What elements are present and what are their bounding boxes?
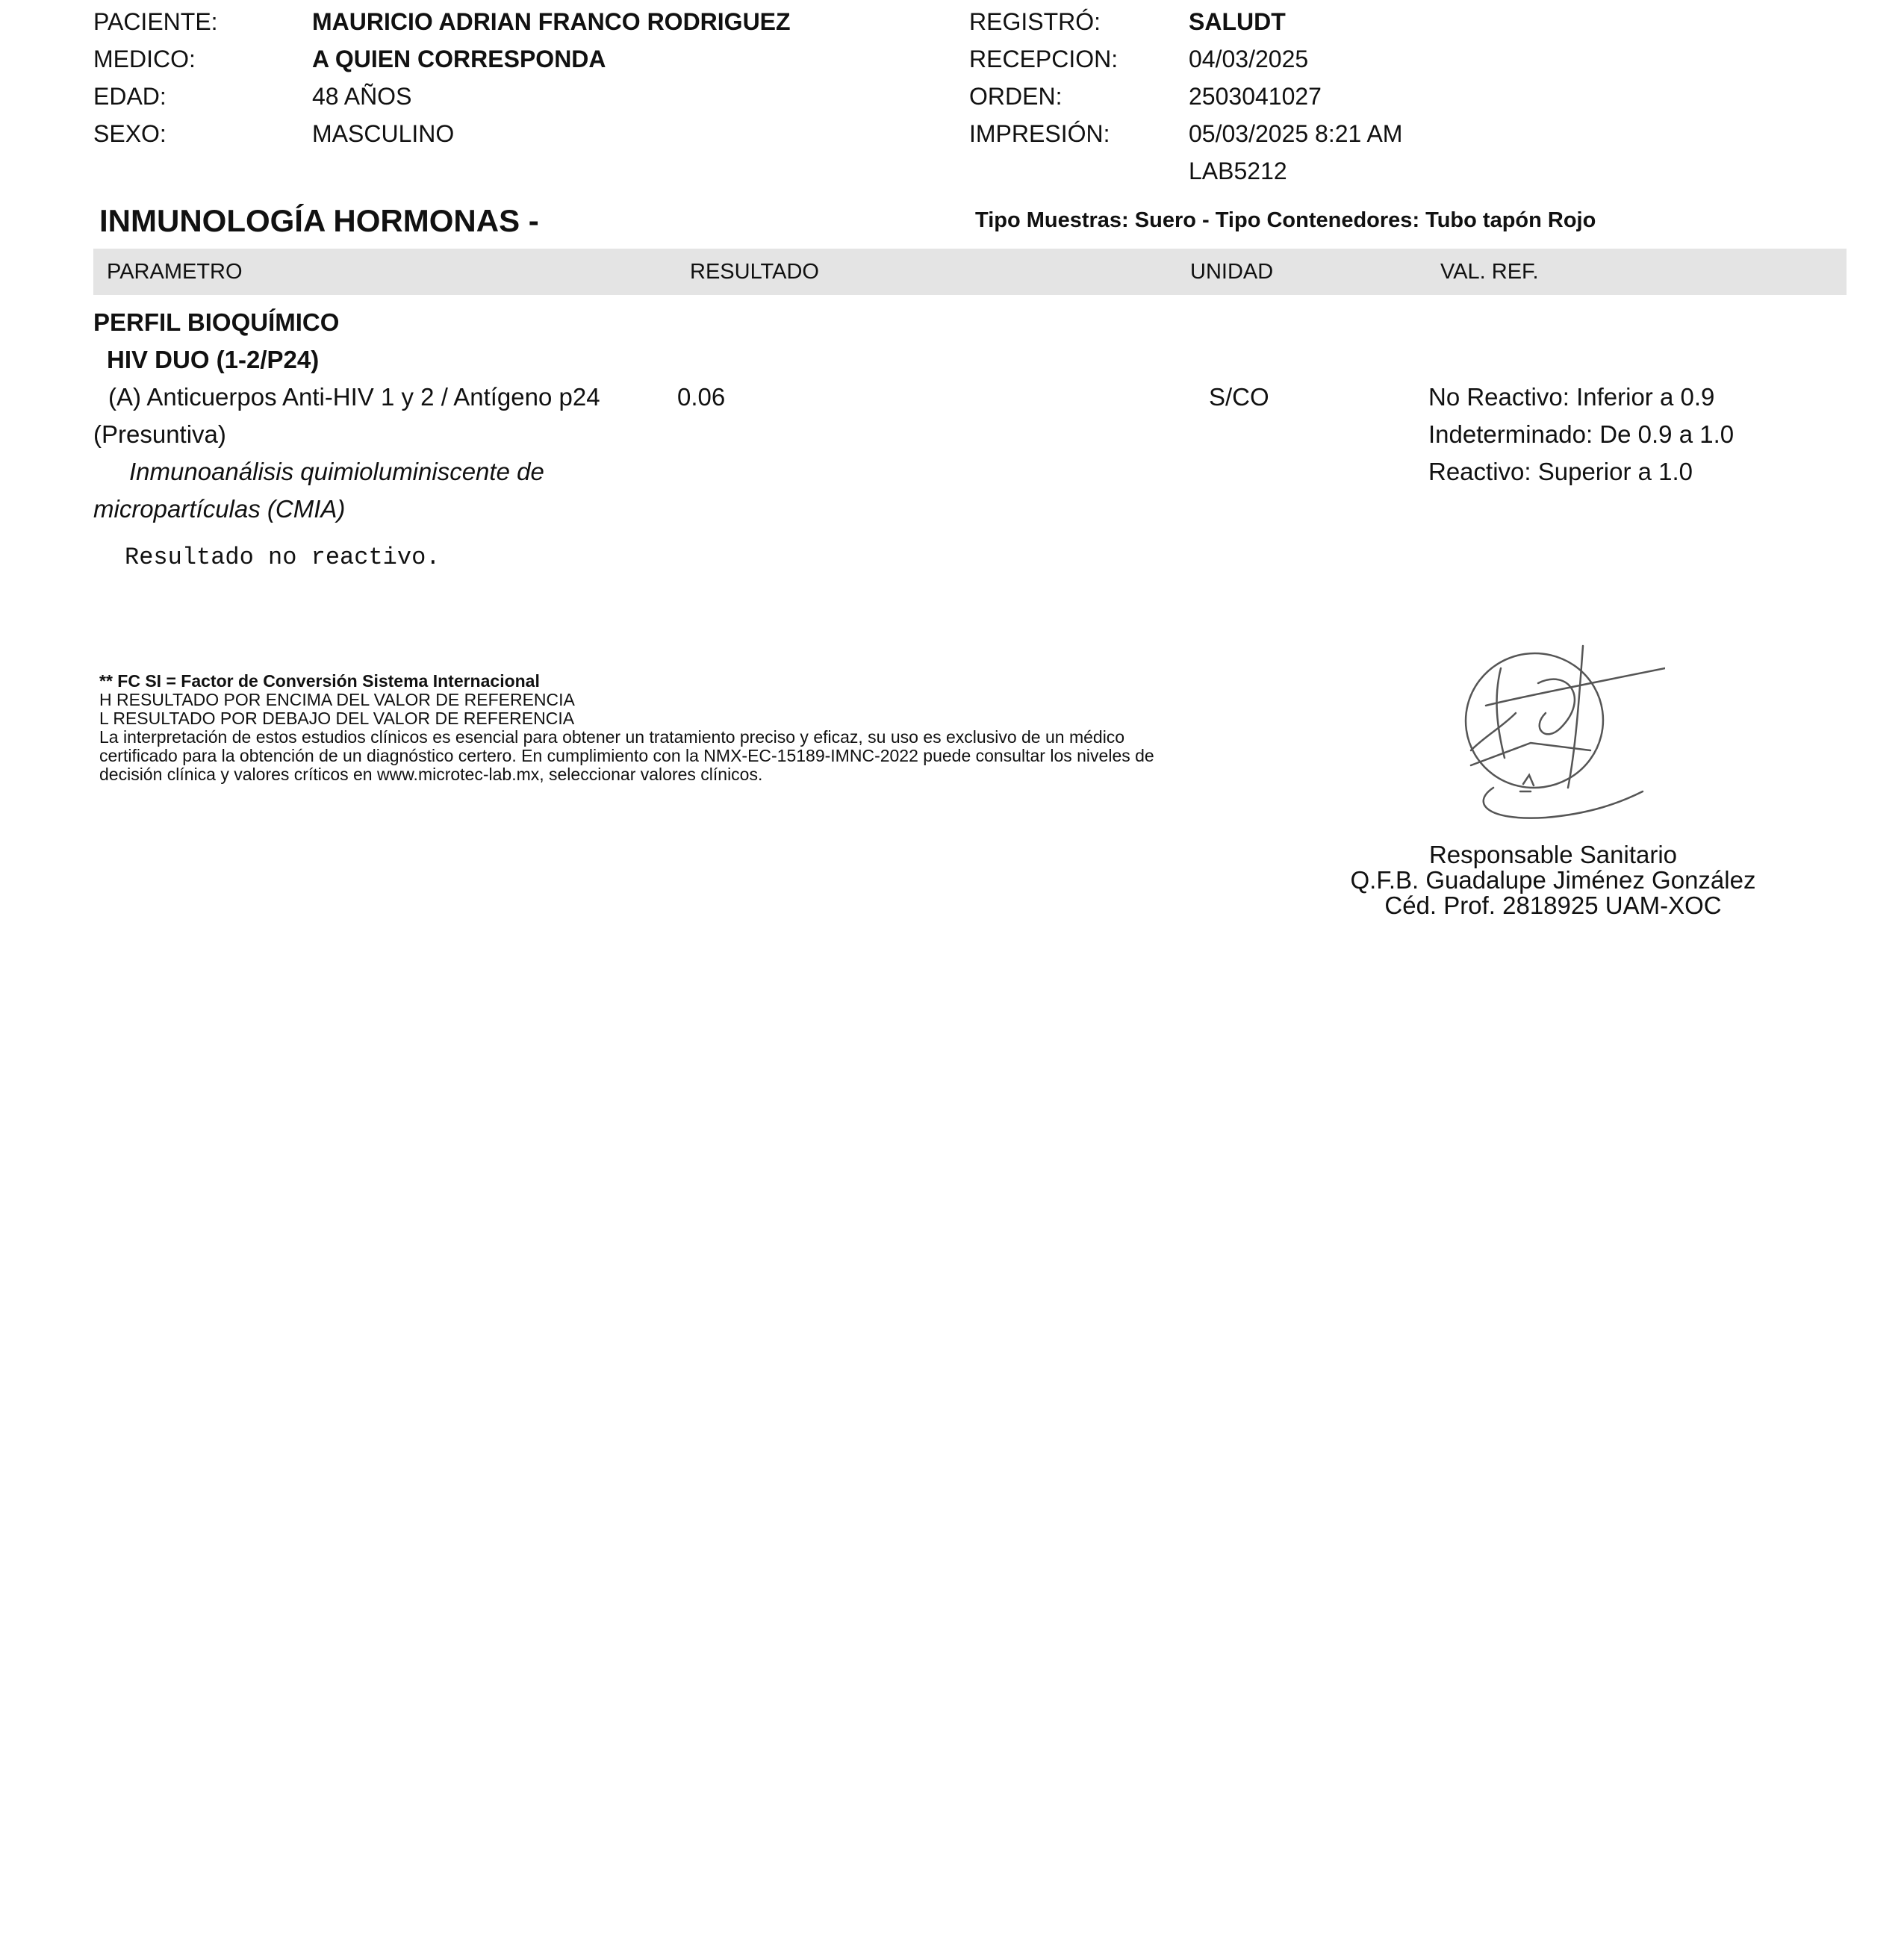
footnote-fc-si: ** FC SI = Factor de Conversión Sistema Internacional (99, 671, 540, 691)
paciente-label: PACIENTE: (93, 8, 218, 35)
recepcion-value: 04/03/2025 (1189, 46, 1309, 72)
header-val-ref: VAL. REF. (1440, 260, 1539, 284)
test-group-title: HIV DUO (1-2/P24) (107, 346, 320, 373)
footnote-h: H RESULTADO POR ENCIMA DEL VALOR DE REFERENCIA (99, 690, 575, 709)
reference-range: No Reactivo: Inferior a 0.9 (1428, 383, 1715, 411)
header-resultado: RESULTADO (690, 260, 819, 284)
result-unit: S/CO (1209, 383, 1269, 411)
signature-cedula: Céd. Prof. 2818925 UAM-XOC (1384, 891, 1722, 919)
medico-value: A QUIEN CORRESPONDA (312, 46, 606, 72)
orden-value: 2503041027 (1189, 83, 1322, 110)
footnote-disclaimer: La interpretación de estos estudios clínicos es esencial para obtener un tratamiento preciso y eficaz, su uso es exclusivo de un médico (99, 727, 1125, 747)
sexo-value: MASCULINO (312, 120, 455, 147)
orden-label: ORDEN: (969, 83, 1063, 110)
footnote-l: L RESULTADO POR DEBAJO DEL VALOR DE REFERENCIA (99, 709, 575, 728)
header-parametro: PARAMETRO (107, 260, 243, 284)
impresion-value: 05/03/2025 8:21 AM (1189, 120, 1403, 147)
section-title: INMUNOLOGÍA HORMONAS - (99, 203, 539, 238)
edad-value: 48 AÑOS (312, 83, 412, 110)
recepcion-label: RECEPCION: (969, 46, 1119, 72)
reference-range: Reactivo: Superior a 1.0 (1428, 458, 1693, 485)
footnote-disclaimer: certificado para la obtención de un diagnóstico certero. En cumplimiento con la NMX-EC-15189-IMNC-2022 puede consultar los niveles de (99, 746, 1154, 765)
lab-code: LAB5212 (1189, 158, 1287, 184)
paciente-value: MAURICIO ADRIAN FRANCO RODRIGUEZ (312, 8, 791, 35)
impresion-label: IMPRESIÓN: (969, 120, 1110, 147)
profile-title: PERFIL BIOQUÍMICO (93, 308, 340, 336)
signature-image (1441, 638, 1665, 825)
parameter-name: (A) Anticuerpos Anti-HIV 1 y 2 / Antígeno p24 (108, 383, 600, 411)
medico-label: MEDICO: (93, 46, 196, 72)
registro-label: REGISTRÓ: (969, 8, 1101, 35)
edad-label: EDAD: (93, 83, 167, 110)
header-unidad: UNIDAD (1190, 260, 1274, 284)
result-value: 0.06 (677, 383, 726, 411)
footnote-disclaimer: decisión clínica y valores críticos en www.microtec-lab.mx, seleccionar valores clínicos. (99, 765, 763, 784)
sexo-label: SEXO: (93, 120, 167, 147)
table-header (93, 249, 1847, 295)
reference-range: Indeterminado: De 0.9 a 1.0 (1428, 420, 1735, 448)
signature-name: Q.F.B. Guadalupe Jiménez González (1350, 866, 1756, 894)
method-line-1: Inmunoanálisis quimioluminiscente de (129, 458, 544, 485)
method-line-2: micropartículas (CMIA) (93, 495, 346, 523)
result-comment: Resultado no reactivo. (125, 544, 441, 571)
signature-role: Responsable Sanitario (1428, 841, 1678, 868)
registro-value: SALUDT (1189, 8, 1286, 35)
parameter-name-cont: (Presuntiva) (93, 420, 226, 448)
sample-type: Tipo Muestras: Suero - Tipo Contenedores: Tubo tapón Rojo (975, 208, 1596, 232)
